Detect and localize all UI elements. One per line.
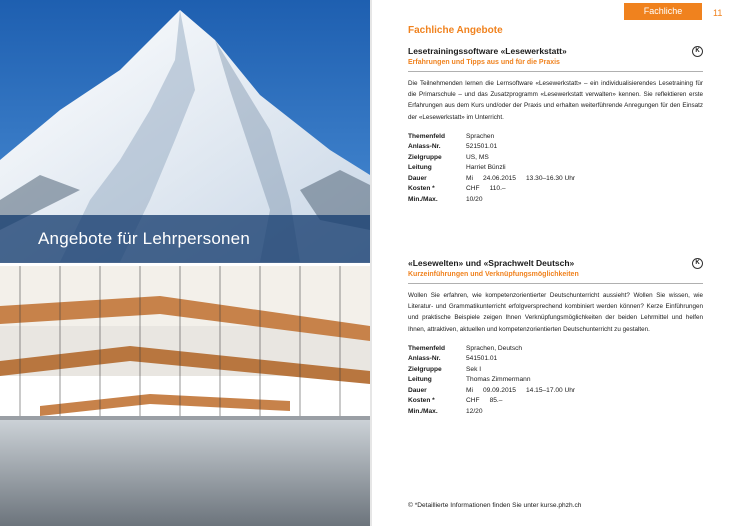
detail-row — [408, 153, 703, 164]
detail-value: 12/20 — [466, 407, 483, 415]
detail-label: Anlass-Nr. — [408, 355, 441, 363]
detail-row — [408, 407, 703, 418]
detail-value: Sprachen — [466, 132, 495, 140]
detail-value: 521501.01 — [466, 143, 498, 151]
detail-value: 85.– — [489, 397, 503, 405]
detail-row — [408, 163, 703, 174]
detail-label: Leitung — [408, 164, 432, 172]
detail-value: 10/20 — [466, 195, 483, 203]
detail-row — [408, 354, 703, 365]
staircase-photo — [0, 266, 370, 526]
detail-label: Zielgruppe — [408, 153, 442, 161]
cover-title: Angebote für Lehrpersonen — [38, 229, 250, 248]
detail-row — [408, 344, 703, 355]
detail-label: Dauer — [408, 174, 427, 182]
course-description: Die Teilnehmenden lernen die Lernsoftware «Lesewerkstatt» – ein individualisierendes Lesetraining für die Primarschule – und das Zusatzprogramm «Lesewerkstatt verwalten» kennen. Sie reflektieren erste Erfahrungen aus dem Kurs und/oder der Praxis und erhalten weiterführende Anregungen für den Einsatz der «Lesewerkstatt» im Unterricht. — [408, 80, 703, 121]
detail-row — [408, 132, 703, 143]
detail-value: US, MS — [466, 153, 489, 161]
detail-value: Sprachen, Deutsch — [466, 344, 523, 352]
course-details — [408, 344, 703, 418]
detail-row — [408, 195, 703, 206]
detail-label: Zielgruppe — [408, 365, 442, 373]
detail-label: Anlass-Nr. — [408, 143, 441, 151]
divider — [408, 71, 703, 72]
detail-value: 541501.01 — [466, 355, 498, 363]
detail-value: Mi — [466, 386, 473, 394]
detail-row — [408, 142, 703, 153]
right-page — [372, 0, 733, 526]
course-description: Wollen Sie erfahren, wie kompetenzorientierter Deutschunterricht aussieht? Wollen Sie wissen, wie Literatur- und Grammatikunterricht erfolgversprechend kombiniert werden können? Kerze Einführungen und praktische Beispiele zeigen Ihnen Verknüpfungsmöglichkeiten der beiden Lehrmittel und helfen Ihnen, attraktiven, aktuellen und kompetenzorientierten Deutschunterricht zu gestalten. — [408, 292, 703, 333]
course-details — [408, 132, 703, 206]
detail-label: Min./Max. — [408, 407, 438, 415]
detail-value: CHF — [466, 397, 480, 405]
detail-value: 14.15–17.00 Uhr — [525, 386, 576, 394]
detail-value: Harriet Bünzli — [466, 164, 506, 172]
course-block — [408, 46, 703, 205]
footnote: © *Detaillierte Informationen finden Sie unter kurse.phzh.ch — [408, 502, 582, 509]
detail-label: Min./Max. — [408, 195, 438, 203]
detail-value: Sek I — [466, 365, 482, 373]
detail-label: Leitung — [408, 376, 432, 384]
page-number: 11 — [713, 8, 723, 18]
k-badge-icon: K — [692, 258, 703, 269]
section-heading: Fachliche Angebote — [408, 25, 503, 36]
course-subtitle: Kurzeinführungen und Verknüpfungsmöglichkeiten — [408, 271, 579, 278]
detail-value: Mi — [466, 174, 473, 182]
detail-value: 110.– — [489, 185, 506, 193]
header-tab: Fachliche Angebote — [624, 3, 702, 20]
detail-label: Kosten * — [408, 397, 435, 405]
detail-row — [408, 365, 703, 376]
detail-row — [408, 174, 703, 185]
k-badge-icon: K — [692, 46, 703, 57]
detail-row — [408, 184, 703, 195]
detail-value: 13.30–16.30 Uhr — [525, 174, 576, 182]
detail-row — [408, 375, 703, 386]
detail-label: Themenfeld — [408, 132, 446, 140]
title-band — [0, 215, 370, 263]
course-block — [408, 258, 703, 417]
course-title: Lesetrainingssoftware «Lesewerkstatt» — [408, 46, 567, 56]
detail-label: Dauer — [408, 386, 427, 394]
detail-value: Thomas Zimmermann — [466, 376, 531, 384]
detail-row — [408, 386, 703, 397]
divider — [408, 283, 703, 284]
course-subtitle: Erfahrungen und Tipps aus und für die Praxis — [408, 59, 560, 66]
detail-row — [408, 396, 703, 407]
detail-label: Kosten * — [408, 185, 435, 193]
course-title: «Lesewelten» und «Sprachwelt Deutsch» — [408, 258, 575, 268]
detail-value: 24.06.2015 — [482, 174, 516, 182]
detail-value: 09.09.2015 — [482, 386, 516, 394]
detail-value: CHF — [466, 185, 480, 193]
detail-label: Themenfeld — [408, 344, 446, 352]
